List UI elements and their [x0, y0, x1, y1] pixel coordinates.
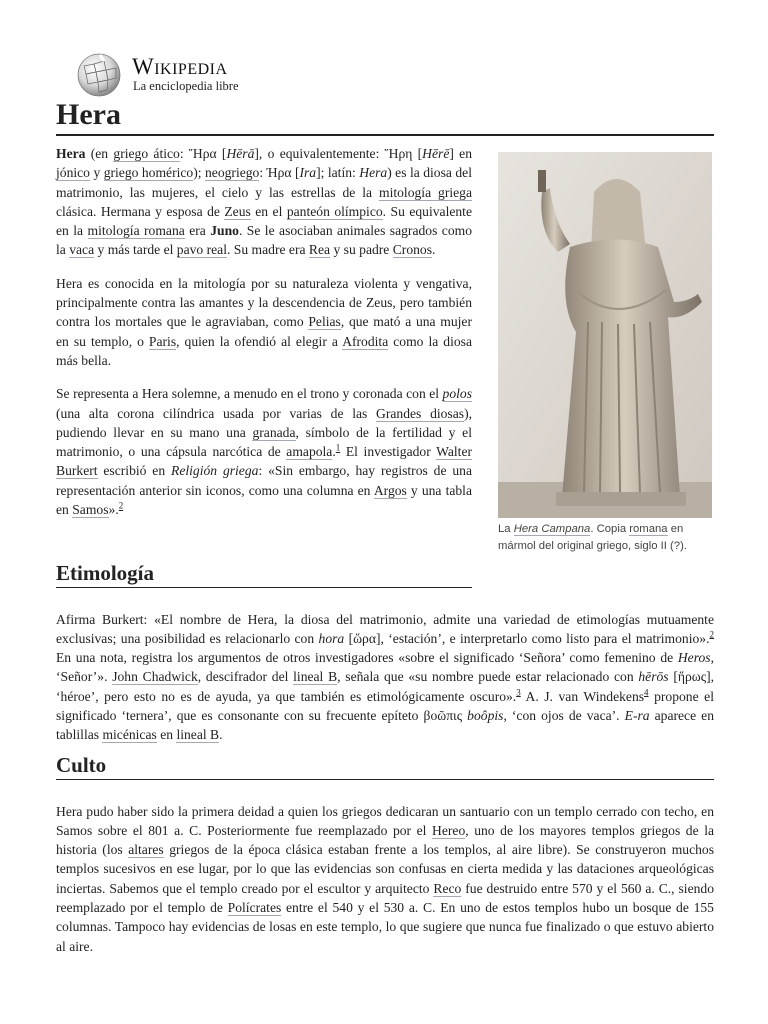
caption-prefix: La	[498, 523, 514, 535]
link-vaca[interactable]: vaca	[69, 242, 95, 258]
link-griego-homerico[interactable]: griego homérico	[103, 165, 194, 181]
link-reco[interactable]: Reco	[433, 880, 462, 896]
brand-tagline: La enciclopedia libre	[133, 79, 239, 93]
ref-1[interactable]: 1	[335, 442, 341, 453]
link-panteon-olimpico[interactable]: panteón olímpico	[286, 203, 383, 219]
link-griego-atico[interactable]: griego ático	[113, 146, 180, 161]
link-micenicas[interactable]: micénicas	[102, 727, 157, 743]
link-argos[interactable]: Argos	[373, 482, 407, 498]
hera-campana-image[interactable]	[498, 152, 712, 518]
link-rea[interactable]: Rea	[308, 242, 331, 258]
link-hereo[interactable]: Hereo	[432, 822, 466, 838]
link-polos[interactable]: polos	[442, 386, 472, 402]
link-mitologia-griega[interactable]: mitología griega	[379, 184, 473, 200]
link-cronos[interactable]: Cronos	[392, 242, 433, 258]
intro-paragraph-2: Hera es conocida en la mitología por su naturaleza violenta y vengativa, principalmente contra las amantes y la descendencia de Zeus, pero también contra los mortales que le agraviaban, como Pelias, que mató a una mujer en su templo, o Paris, quien la ofendió al elegir a Afrodita como la diosa más bella.	[56, 275, 472, 368]
wikipedia-globe-icon	[74, 52, 124, 98]
section-heading-etimologia: Etimología	[56, 559, 472, 588]
link-lineal-b[interactable]: lineal B	[293, 669, 338, 685]
caption-mid: . Copia	[590, 523, 630, 535]
intro-paragraph-1: Hera (en griego ático: Ἥρα [Hērā], o equivalentemente: Ἥρη [Hērē] en jónico y griego homérico); neogriego: Ήρα [Ira]; latín: Hera) es la diosa del matrimonio, las mujeres, el cielo y las estrellas de la mitología griega clásica. Hermana y esposa de Zeus en el panteón olímpico. Su equivalente en la mitología romana era Juno. Se le asociaban animales sagrados como la vaca y más tarde el pavo real. Su madre era Rea y su padre Cronos.	[56, 146, 473, 258]
brand-name: Wikipedia	[132, 54, 228, 79]
link-lineal-b-2[interactable]: lineal B	[176, 727, 220, 743]
infobox-figure	[498, 152, 712, 555]
link-walter-burkert[interactable]: Walter Burkert	[56, 444, 472, 479]
figure-caption	[498, 521, 712, 555]
link-jonico[interactable]: jónico	[56, 165, 90, 181]
link-granada[interactable]: granada	[252, 424, 296, 440]
link-pavo-real[interactable]: pavo real	[176, 242, 227, 258]
caption-link-hera-campana[interactable]: Hera Campana	[513, 523, 591, 535]
caption-suffix: en mármol del original griego, siglo II (?).	[498, 523, 687, 552]
link-grandes-diosas[interactable]: Grandes diosas	[376, 405, 465, 421]
link-zeus[interactable]: Zeus	[224, 203, 251, 219]
link-paris[interactable]: Paris	[148, 333, 177, 349]
etymology-paragraph: Afirma Burkert: «El nombre de Hera, la diosa del matrimonio, admite una variedad de etimologías mutuamente exclusivas; una posibilidad es relacionarlo con hora [ὥρα], ‘estación’, e interpretarlo como listo para el matrimonio».$^2$ En una nota, registra los argumentos de otros investigadores «sobre el significado ‘Señora’ como femenino de Heros, ‘Señor’». John Chadwick, descifrador del lineal B, señala que «su nombre puede estar relacionado con hērōs [ἥρως], ‘héroe’, pero esto no es de ayuda, ya que también es etimológicamente oscuro».$^3$ A. J. van Windekens$^4$ propone el significado ‘ternera’, que es consonante con su frecuente epíteto βοῶπις boôpis, ‘con ojos de vaca’. E-ra aparece en tablillas micénicas en lineal B.	[56, 611, 715, 743]
link-john-chadwick[interactable]: John Chadwick	[112, 669, 198, 685]
intro-section	[56, 144, 472, 533]
etymology-section	[56, 596, 714, 758]
cult-section	[56, 788, 714, 970]
link-amapola[interactable]: amapola	[286, 444, 333, 460]
link-afrodita[interactable]: Afrodita	[342, 333, 389, 349]
link-neogriego[interactable]: neogriego	[205, 165, 260, 181]
ref-2[interactable]: 2	[118, 500, 124, 511]
ref-2b[interactable]: 2	[709, 629, 714, 640]
link-mitologia-romana[interactable]: mitología romana	[87, 223, 185, 239]
ref-4[interactable]: 4	[644, 687, 649, 698]
intro-paragraph-3: Se representa a Hera solemne, a menudo en el trono y coronada con el polos (una alta corona cilíndrica usada por varias de las Grandes diosas), pudiendo llevar en su mano una granada, símbolo de la fertilidad y el matrimonio, o una cápsula narcótica de amapola.$^1$ El investigador Walter Burkert escribió en Religión griega: «Sin embargo, hay registros de una representación anterior sin iconos, como una columna en Argos y una tabla en Samos».$^2$	[56, 386, 472, 518]
section-heading-culto: Culto	[56, 751, 714, 780]
page-title: Hera	[56, 96, 714, 136]
link-samos[interactable]: Samos	[72, 502, 109, 518]
link-altares[interactable]: altares	[128, 842, 164, 858]
caption-link-romana[interactable]: romana	[629, 523, 668, 535]
link-policrates[interactable]: Polícrates	[227, 900, 282, 916]
ref-3[interactable]: 3	[516, 687, 521, 698]
link-pelias[interactable]: Pelias	[308, 314, 341, 330]
cult-paragraph: Hera pudo haber sido la primera deidad a quien los griegos dedicaran un santuario con un templo cerrado con techo, en Samos sobre el 801 a. C. Posteriormente fue reemplazado por el Hereo, uno de los mayores templos griegos de la historia (los altares griegos de la época clásica estaban frente a los templos, al aire libre). Se construyeron muchos templos sucesivos en ese lugar, por lo que las evidencias son confusas en cierta medida y las dataciones arqueológicas inciertas. Sabemos que el templo creado por el escultor y arquitecto Reco fue destruido entre 570 y el 560 a. C., siendo reemplazado por el templo de Polícrates entre el 540 y el 530 a. C. En uno de estos templos hubo un bosque de 155 columnas. Tampoco hay evidencias de losas en este templo, lo que sugiere que nunca fue finalizado o que estuvo abierto al aire.	[56, 803, 715, 954]
